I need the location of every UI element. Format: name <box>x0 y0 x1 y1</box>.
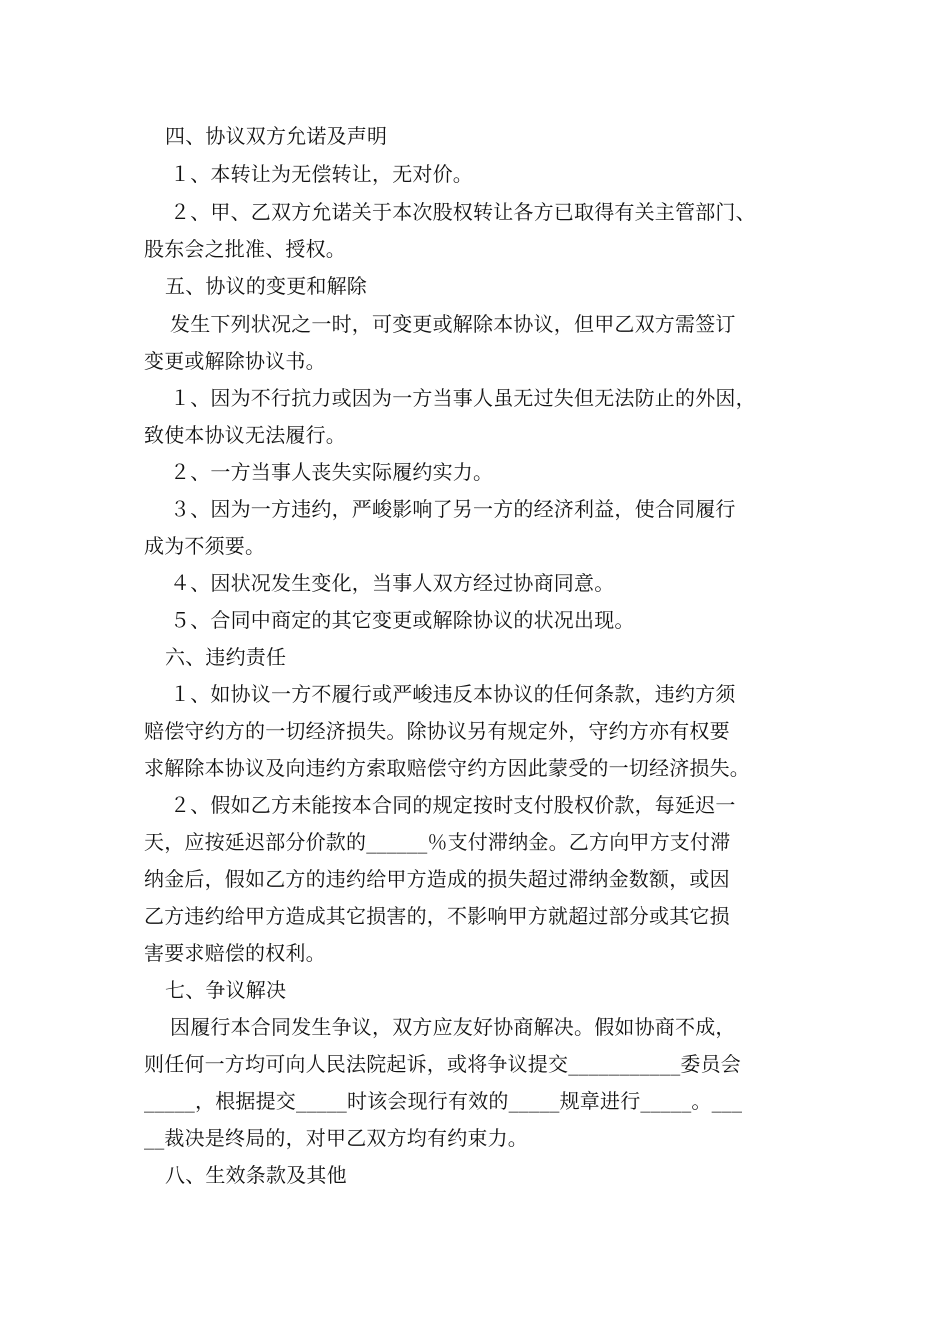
paragraph-line: ２、一方当事人丧失实际履约实力。 <box>170 460 494 484</box>
paragraph-line: 纳金后，假如乙方的违约给甲方造成的损失超过滞纳金数额，或因 <box>144 867 730 891</box>
paragraph-line: 天，应按延迟部分价款的______％支付滞纳金。乙方向甲方支付滞 <box>144 830 731 854</box>
paragraph-line: 致使本协议无法履行。 <box>144 423 346 447</box>
paragraph-line: 因履行本合同发生争议，双方应友好协商解决。假如协商不成， <box>170 1015 736 1039</box>
paragraph-line: １、如协议一方不履行或严峻违反本协议的任何条款，违约方须 <box>170 682 736 706</box>
section-heading-6: 六、违约责任 <box>165 645 287 669</box>
paragraph-line: ５、合同中商定的其它变更或解除协议的状况出现。 <box>170 608 635 632</box>
section-heading-4: 四、协议双方允诺及声明 <box>165 124 388 148</box>
paragraph-line: ２、假如乙方未能按本合同的规定按时支付股权价款，每延迟一 <box>170 793 736 817</box>
paragraph-line: 成为不须要。 <box>144 534 266 558</box>
paragraph-line: 求解除本协议及向违约方索取赔偿守约方因此蒙受的一切经济损失。 <box>144 756 750 780</box>
section-heading-7: 七、争议解决 <box>165 978 287 1002</box>
paragraph-line: ２、甲、乙双方允诺关于本次股权转让各方已取得有关主管部门、 <box>170 200 756 224</box>
paragraph-line: １、因为不行抗力或因为一方当事人虽无过失但无法防止的外因， <box>170 386 756 410</box>
paragraph-line: 则任何一方均可向人民法院起诉，或将争议提交___________委员会 <box>144 1052 741 1076</box>
section-heading-5: 五、协议的变更和解除 <box>165 274 367 298</box>
paragraph-line: _____，根据提交_____时该会现行有效的_____规章进行_____。___ <box>144 1089 743 1113</box>
paragraph-line: 害要求赔偿的权利。 <box>144 941 326 965</box>
paragraph-line: 变更或解除协议书。 <box>144 349 326 373</box>
paragraph-line: ３、因为一方违约，严峻影响了另一方的经济利益，使合同履行 <box>170 497 736 521</box>
paragraph-line: 赔偿守约方的一切经济损失。除协议另有规定外，守约方亦有权要 <box>144 719 730 743</box>
section-heading-8: 八、生效条款及其他 <box>165 1163 347 1187</box>
paragraph-line: __裁决是终局的，对甲乙双方均有约束力。 <box>144 1126 528 1150</box>
paragraph-line: ４、因状况发生变化，当事人双方经过协商同意。 <box>170 571 615 595</box>
paragraph-line: 乙方违约给甲方造成其它损害的，不影响甲方就超过部分或其它损 <box>144 904 730 928</box>
paragraph-line: 发生下列状况之一时，可变更或解除本协议，但甲乙双方需签订 <box>170 312 736 336</box>
paragraph-line: 股东会之批准、授权。 <box>144 237 346 261</box>
paragraph-line: １、本转让为无偿转让，无对价。 <box>170 162 473 186</box>
